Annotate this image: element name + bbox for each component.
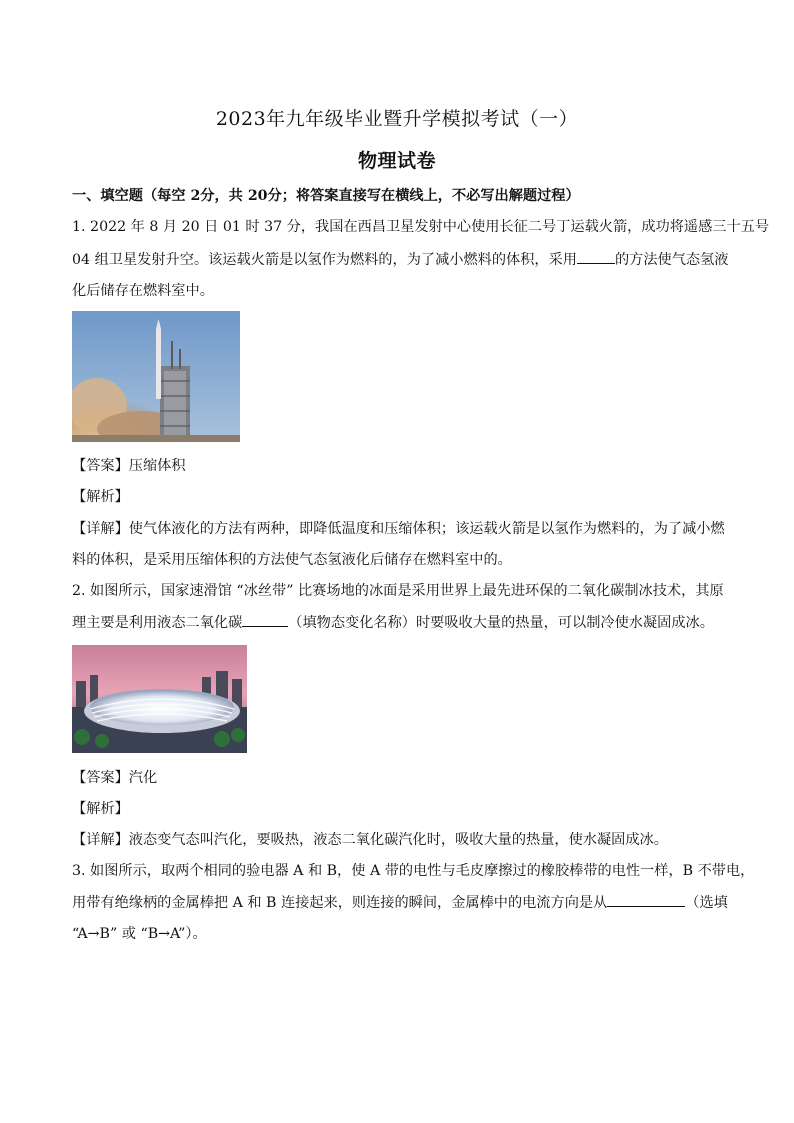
exam-subtitle: 物理试卷 <box>357 150 436 172</box>
q1-answer <box>72 456 732 476</box>
q2-line-1: 2. 如图所示，国家速滑馆 “冰丝带” 比赛场地的冰面是采用世界上最先进环保的二氧化碳制冰技术，其原 <box>72 583 724 599</box>
q1-line-2 <box>72 249 732 270</box>
q2-line-2-pre: 理主要是利用液态二氧化碳 <box>72 615 243 631</box>
q1-line-1: 1. 2022 年 8 月 20 日 01 时 37 分，我国在西昌卫星发射中心使用长征二号丁运载火箭，成功将遥感三十五号 <box>72 219 770 235</box>
detail-text: 液态变气态叫汽化，要吸热，液态二氧化碳汽化时，吸收大量的热量，使水凝固成冰。 <box>128 832 668 848</box>
q2-analysis-label: 【解析】 <box>72 801 129 817</box>
q3-line-2-pre: 用带有绝缘柄的金属棒把 A 和 B 连接起来，则连接的瞬间，金属棒中的电流方向是从 <box>72 895 608 911</box>
answer-label: 【答案】 <box>72 458 129 474</box>
q2-answer <box>72 768 732 788</box>
exam-title: 2023年九年级毕业暨升学模拟考试（一） <box>215 108 579 130</box>
q1-detail-1 <box>72 519 732 539</box>
q1-line-3: 化后储存在燃料室中。 <box>72 283 214 299</box>
q2-line-2 <box>72 612 732 633</box>
answer-label: 【答案】 <box>72 770 129 786</box>
q2-answer-blank <box>242 612 288 627</box>
q3-line-2 <box>72 892 732 913</box>
speed-skating-oval-image <box>72 645 247 753</box>
q2-line-2-post: （填物态变化名称）时要吸收大量的热量，可以制冷使水凝固成冰。 <box>288 615 714 631</box>
q3-answer-blank <box>607 892 685 907</box>
q1-line-2-post: 的方法使气态氢液 <box>614 252 729 268</box>
q1-analysis-label: 【解析】 <box>72 489 129 505</box>
section-heading: 一、填空题（每空 2分，共 20分；将答案直接写在横线上，不必写出解题过程） <box>72 188 580 204</box>
q3-line-1: 3. 如图所示，取两个相同的验电器 A 和 B，使 A 带的电性与毛皮摩擦过的橡胶棒带的电性一样，B 不带电， <box>72 863 755 879</box>
answer-text: 压缩体积 <box>128 458 186 474</box>
detail-label: 【详解】 <box>72 521 129 537</box>
q2-detail-1 <box>72 830 732 850</box>
detail-label: 【详解】 <box>72 832 129 848</box>
q1-detail-2: 料的体积，是采用压缩体积的方法使气态氢液化后储存在燃料室中的。 <box>72 552 512 568</box>
q1-answer-blank <box>577 249 615 264</box>
answer-text: 汽化 <box>128 770 158 786</box>
rocket-launch-image <box>72 311 240 442</box>
q1-line-2-pre: 04 组卫星发射升空。该运载火箭是以氢作为燃料的，为了减小燃料的体积，采用 <box>72 252 577 268</box>
q3-line-2-post: （选填 <box>685 895 728 911</box>
q3-line-3: “A→B” 或 “B→A”）。 <box>72 926 207 942</box>
detail-text: 使气体液化的方法有两种，即降低温度和压缩体积；该运载火箭是以氢作为燃料的，为了减小燃 <box>128 521 725 537</box>
